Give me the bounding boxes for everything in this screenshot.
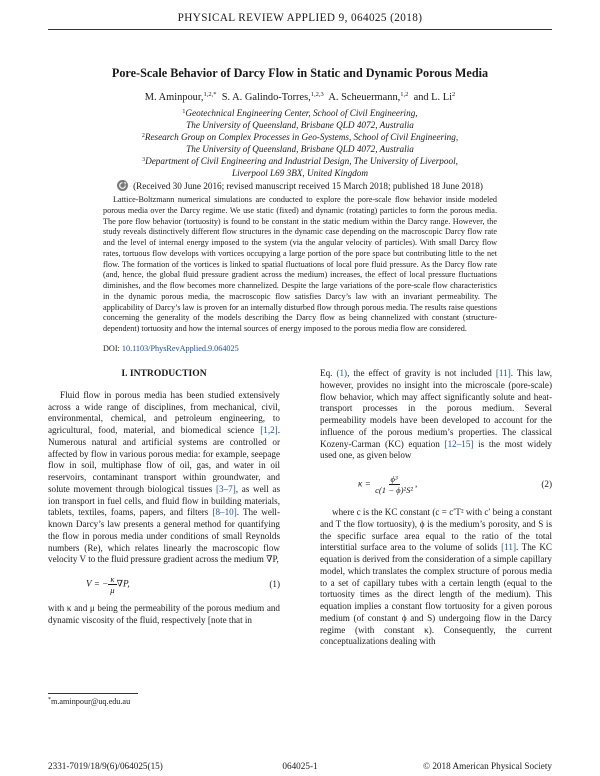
running-head: PHYSICAL REVIEW APPLIED 9, 064025 (2018): [177, 12, 423, 24]
equation-2-body: κ = $\frac{\text{ϕ³}}{\text{c(1 − ϕ)²S²}}$ ,: [358, 474, 418, 495]
paper-title: Pore-Scale Behavior of Darcy Flow in Static and Dynamic Porous Media: [111, 66, 489, 80]
doi-link[interactable]: 10.1103/PhysRevApplied.9.064025: [121, 344, 239, 353]
left-column: [48, 368, 280, 627]
affiliations: [90, 107, 510, 179]
equation-1-number: (1): [269, 578, 280, 589]
section-heading: I. INTRODUCTION: [121, 368, 207, 379]
doi-line: [103, 344, 497, 353]
intro-paragraph-4: where c is the KC constant (c = c′T² with c′ being a constant and T the flow tortuosity), ϕ is the medium’s porosity, and S is the specific surface area equal to the ratio of the total interstitial surface area to the volume of solids [11]. The KC equation is derived from the consideration of a simple capillary model, which translates the complex structure of porous media to a set of capillary tubes with a certain length (equal to the tortuosity times as the direct length of the medium). This equation implies a constant flow tortuosity for a given porous medium (of constant ϕ and S) undergoing flow in the Darcy regime (with constant κ). Consequently, the current conceptualizations dealing with: [320, 507, 552, 647]
citation-link[interactable]: [12–15]: [444, 438, 474, 449]
footer-issn: 2331-7019/18/9(6)/064025(15): [48, 761, 163, 771]
abstract: Lattice-Boltzmann numerical simulations are conducted to explore the pore-scale flow behavior inside modeled porous media over the Darcy regime. We use static (fixed) and dynamic (rotating) particles to form the porous media. The pore flow behavior (tortuosity) is found to be constant in the static medium within the Darcy range. However, the study reveals distinctively different flow structures in the dynamic case depending on the macroscopic Darcy flow rate and the level of internal energy imposed to the system (via the angular velocity of particles). With small Darcy flow rates, tortuous flow develops with vortices occupying a large portion of the pore space but contributing little to the net flow. The formation of the vortices is linked to spatial fluctuations of local pore fluid pressure. As the Darcy flow rate (and, hence, the global fluid pressure gradient across the medium) increases, the effect of local pressure fluctuations diminishes, and the flow becomes more channelized. Despite the large variations of the pore-scale flow characteristics in the dynamic porous media, the macroscopic flow satisfies Darcy’s law with an invariant permeability. The applicability of Darcy’s law is proven for an internally disturbed flow through porous media. The results raise questions concerning the generality of the models describing the Darcy flow as being channelized with constant (structure-dependent) tortuosity and how the internal sources of energy imposed to the porous media flow are considered.: [103, 195, 497, 333]
author-email[interactable]: m.aminpour@uq.edu.au: [51, 697, 131, 706]
affiliation-3: $^3$Department of Civil Engineering and Industrial Design, The University of Liverpool, Liverpool L69 3BX, United Kingdom: [142, 156, 458, 178]
citation-link[interactable]: [11]: [501, 542, 516, 553]
citation-link[interactable]: [1,2]: [260, 425, 278, 435]
footer-copyright: © 2018 American Physical Society: [423, 761, 552, 771]
intro-paragraph-1: Fluid flow in porous media has been studied extensively across a wide range of disciplines, from mechanical, civil, environmental, chemical, and petroleum engineering, to agricultural, food, material, and biomedical science [1,2]. Numerous natural and artificial systems are controlled or affected by flow in various porous media: for example, seepage flow in soil, multiphase flow of oil, gas, and water in oil reservoirs, contaminant transport within groundwater, and solute movement through biological tissues [3–7], as well as ion transport in fuel cells, and fluid flow in building materials, tablets, textiles, foams, papers, and filters [8–10]. The well-known Darcy’s law presents a general method for quantifying the flow in porous media under conditions of small Reynolds numbers (Re), which relates linearly the macroscopic flow velocity V to the fluid pressure gradient across the medium ∇P,: [48, 389, 281, 565]
author-1: M. Aminpour,$^{1,2,*}$: [144, 91, 217, 103]
equation-1-body: V = − $\frac{\kappa}{\mu}$ ∇P,: [86, 574, 130, 595]
equation-1: [48, 574, 280, 595]
affiliation-1: $^1$Geotechnical Engineering Center, School of Civil Engineering, The University of Queensland, Brisbane QLD 4072, Australia: [182, 108, 418, 130]
corresponding-author-footnote: *m.aminpour@uq.edu.au: [48, 697, 131, 706]
header-rule: [48, 29, 552, 30]
equation-ref-link[interactable]: (1): [336, 368, 348, 378]
received-dates: [60, 180, 540, 191]
author-3: A. Scheuermann,$^{1,2}$: [328, 91, 409, 103]
citation-link[interactable]: [11]: [495, 368, 511, 378]
right-column: [320, 368, 552, 648]
citation-link[interactable]: [3–7]: [215, 483, 236, 494]
intro-paragraph-2: with κ and μ being the permeability of the porous medium and dynamic viscosity of the fluid, respectively [note that in: [48, 603, 280, 625]
doi-label: DOI:: [103, 344, 120, 353]
equation-2-number: (2): [541, 478, 552, 489]
received-text: (Received 30 June 2016; revised manuscript received 15 March 2018; published 18 June 2018): [133, 180, 483, 191]
affiliation-2: $^2$Research Group on Complex Processes in Geo-Systems, School of Civil Engineering, The University of Queensland, Brisbane QLD 4072, Australia: [141, 132, 459, 154]
equation-2: [320, 474, 552, 495]
author-2: S. A. Galindo-Torres,$^{1,2,3}$: [221, 91, 324, 103]
author-list: [40, 92, 560, 103]
intro-paragraph-3: Eq. (1), the effect of gravity is not included [11]. This law, however, provides no insight into the microscale (pore-scale) flow behavior, which may affect significantly solute and heat-transport processes in the porous medium. Several permeability models have been developed to account for the influence of the porous medium’s properties. The classical Kozeny-Carman (KC) equation [12–15] is the most widely used one, as given below: [320, 368, 552, 461]
footer-page-number: 064025-1: [282, 761, 318, 771]
citation-link[interactable]: [8–10]: [212, 507, 237, 518]
footnote-rule: [48, 693, 138, 694]
check-for-updates-icon[interactable]: [117, 180, 128, 191]
author-4: and L. Li$^2$: [413, 91, 456, 103]
